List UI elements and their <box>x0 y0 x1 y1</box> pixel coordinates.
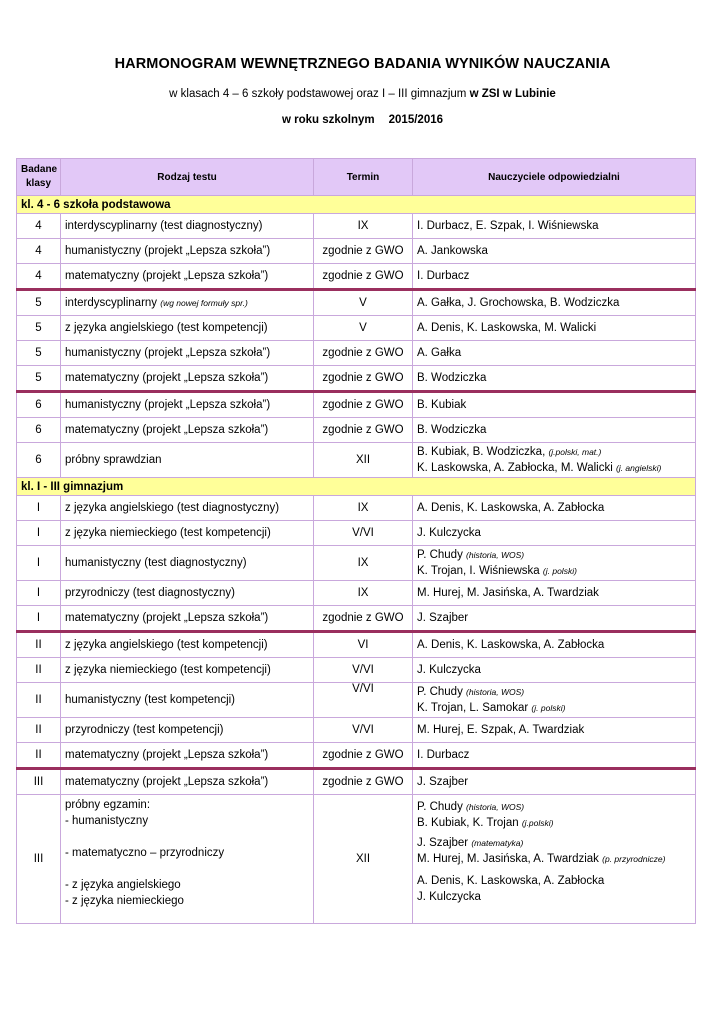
cell-test: matematyczny (projekt „Lepsza szkoła”) <box>61 769 314 795</box>
table-row <box>17 214 696 239</box>
cell-teachers <box>413 546 696 581</box>
cell-class: III <box>17 795 61 924</box>
cell-teachers: A. Gałka, J. Grochowska, B. Wodziczka <box>413 290 696 316</box>
table-row <box>17 743 696 769</box>
cell-test: przyrodniczy (test kompetencji) <box>61 718 314 743</box>
document-title: HARMONOGRAM WEWNĘTRZNEGO BADANIA WYNIKÓW NAUCZANIA <box>114 56 611 72</box>
cell-test: z języka angielskiego (test kompetencji) <box>61 632 314 658</box>
cell-class: I <box>17 581 61 606</box>
cell-class: II <box>17 632 61 658</box>
cell-teachers <box>413 683 696 718</box>
subtitle-school: w ZSI w Lubinie <box>469 88 556 100</box>
exam-line <box>65 829 309 845</box>
cell-class: I <box>17 496 61 521</box>
table-row <box>17 606 696 632</box>
cell-class: 6 <box>17 418 61 443</box>
teacher-names: K. Trojan, L. Samokar <box>417 702 532 714</box>
teacher-line <box>417 799 691 815</box>
teacher-subject-note: (historia, WOS) <box>466 687 525 697</box>
cell-test: humanistyczny (test kompetencji) <box>61 683 314 718</box>
cell-test: interdyscyplinarny (test diagnostyczny) <box>61 214 314 239</box>
cell-term: zgodnie z GWO <box>314 366 413 392</box>
cell-class: 4 <box>17 264 61 290</box>
cell-test: z języka niemieckiego (test kompetencji) <box>61 658 314 683</box>
teacher-names: K. Trojan, I. Wiśniewska <box>417 565 543 577</box>
cell-class: 6 <box>17 392 61 418</box>
school-year-value: 2015/2016 <box>388 114 444 126</box>
cell-test: przyrodniczy (test diagnostyczny) <box>61 581 314 606</box>
cell-term: IX <box>314 496 413 521</box>
cell-class: III <box>17 769 61 795</box>
cell-class: II <box>17 658 61 683</box>
cell-term: zgodnie z GWO <box>314 769 413 795</box>
cell-teachers: J. Kulczycka <box>413 658 696 683</box>
teacher-subject-note: (j.polski) <box>521 818 554 828</box>
header-classes: Badane klasy <box>17 159 61 196</box>
cell-term: IX <box>314 214 413 239</box>
table-row <box>17 718 696 743</box>
cell-term: XII <box>314 443 413 478</box>
cell-term: V/VI <box>314 658 413 683</box>
cell-test: z języka angielskiego (test diagnostyczny) <box>61 496 314 521</box>
teacher-subject-note: (historia, WOS) <box>466 550 525 560</box>
teacher-names: J. Szajber <box>417 837 472 849</box>
subtitle-plain: w klasach 4 – 6 szkoły podstawowej oraz I – III gimnazjum <box>169 88 470 100</box>
cell-term: zgodnie z GWO <box>314 341 413 366</box>
teacher-subject-note: (j. polski) <box>542 566 577 576</box>
table-row <box>17 316 696 341</box>
table-row <box>17 264 696 290</box>
teacher-line <box>417 547 691 563</box>
cell-teachers: I. Durbacz <box>413 743 696 769</box>
cell-term: V/VI <box>314 718 413 743</box>
cell-term: zgodnie z GWO <box>314 743 413 769</box>
table-row <box>17 392 696 418</box>
cell-test-note: (wg nowej formuły spr.) <box>160 298 248 308</box>
table-row <box>17 366 696 392</box>
cell-test <box>61 290 314 316</box>
exam-line: - z języka angielskiego <box>65 879 181 891</box>
cell-term: zgodnie z GWO <box>314 418 413 443</box>
cell-teachers: J. Szajber <box>413 606 696 632</box>
teacher-names: B. Kubiak, K. Trojan <box>417 817 522 829</box>
cell-term: zgodnie z GWO <box>314 239 413 264</box>
cell-class: II <box>17 743 61 769</box>
table-row <box>17 521 696 546</box>
cell-test: matematyczny (projekt „Lepsza szkoła”) <box>61 743 314 769</box>
document-subtitle <box>0 88 725 100</box>
table-row <box>17 546 696 581</box>
table-header-row <box>17 159 696 196</box>
cell-class: 6 <box>17 443 61 478</box>
school-year <box>0 114 725 126</box>
cell-class: I <box>17 606 61 632</box>
teacher-line <box>417 684 691 700</box>
cell-teachers: A. Gałka <box>413 341 696 366</box>
cell-term: zgodnie z GWO <box>314 392 413 418</box>
cell-teachers: M. Hurej, E. Szpak, A. Twardziak <box>413 718 696 743</box>
cell-teachers: M. Hurej, M. Jasińska, A. Twardziak <box>413 581 696 606</box>
table-row <box>17 632 696 658</box>
cell-term: VI <box>314 632 413 658</box>
cell-test <box>61 795 314 924</box>
cell-teachers: B. Wodziczka <box>413 418 696 443</box>
cell-term: IX <box>314 546 413 581</box>
teacher-line <box>417 815 691 831</box>
teacher-subject-note: (j.polski, mat.) <box>548 447 602 457</box>
cell-test: humanistyczny (projekt „Lepsza szkoła”) <box>61 341 314 366</box>
table-row <box>17 683 696 718</box>
teacher-subject-note: (matematyka) <box>471 838 524 848</box>
table-row <box>17 581 696 606</box>
school-year-label: w roku szkolnym <box>281 114 375 126</box>
cell-test: matematyczny (projekt „Lepsza szkoła”) <box>61 264 314 290</box>
cell-term: V <box>314 316 413 341</box>
section-label: kl. I - III gimnazjum <box>17 478 696 496</box>
cell-teachers <box>413 795 696 924</box>
cell-teachers: A. Denis, K. Laskowska, A. Zabłocka <box>413 632 696 658</box>
cell-test: z języka niemieckiego (test kompetencji) <box>61 521 314 546</box>
cell-term: IX <box>314 581 413 606</box>
cell-class: 5 <box>17 341 61 366</box>
table-row <box>17 290 696 316</box>
teacher-line <box>417 563 691 579</box>
cell-test: matematyczny (projekt „Lepsza szkoła”) <box>61 418 314 443</box>
cell-teachers: A. Jankowska <box>413 239 696 264</box>
cell-class: 4 <box>17 239 61 264</box>
cell-term: V <box>314 290 413 316</box>
cell-test-text: interdyscyplinarny <box>65 297 161 309</box>
table-row <box>17 496 696 521</box>
exam-line: - z języka niemieckiego <box>65 895 184 907</box>
cell-test: próbny sprawdzian <box>61 443 314 478</box>
teacher-names: P. Chudy <box>417 549 467 561</box>
cell-class: 5 <box>17 316 61 341</box>
cell-teachers: J. Kulczycka <box>413 521 696 546</box>
cell-class: I <box>17 546 61 581</box>
cell-term: zgodnie z GWO <box>314 606 413 632</box>
header-teachers: Nauczyciele odpowiedzialni <box>413 159 696 196</box>
cell-class: 5 <box>17 366 61 392</box>
exam-line: - humanistyczny <box>65 815 149 827</box>
teacher-names: P. Chudy <box>417 801 467 813</box>
cell-class: II <box>17 718 61 743</box>
cell-teachers <box>413 443 696 478</box>
cell-class: 5 <box>17 290 61 316</box>
cell-teachers: A. Denis, K. Laskowska, A. Zabłocka <box>413 496 696 521</box>
cell-test: matematyczny (projekt „Lepsza szkoła”) <box>61 606 314 632</box>
table-row <box>17 239 696 264</box>
header-term: Termin <box>314 159 413 196</box>
cell-teachers: J. Szajber <box>413 769 696 795</box>
exam-line: - matematyczno – przyrodniczy <box>65 847 225 859</box>
table-row <box>17 341 696 366</box>
teacher-subject-note: (j. angielski) <box>615 463 662 473</box>
teacher-subject-note: (historia, WOS) <box>466 802 525 812</box>
table-row <box>17 443 696 478</box>
cell-term: V/VI <box>314 683 413 718</box>
cell-teachers: B. Kubiak <box>413 392 696 418</box>
teacher-names: P. Chudy <box>417 686 467 698</box>
table-row <box>17 795 696 924</box>
teacher-names: M. Hurej, M. Jasińska, A. Twardziak <box>417 853 603 865</box>
cell-class: 4 <box>17 214 61 239</box>
exam-line: próbny egzamin: <box>65 799 151 811</box>
teacher-subject-note: (p. przyrodnicze) <box>602 854 666 864</box>
section-label: kl. 4 - 6 szkoła podstawowa <box>17 196 696 214</box>
teacher-line <box>417 700 691 716</box>
teacher-line <box>417 851 691 867</box>
cell-teachers: I. Durbacz <box>413 264 696 290</box>
cell-test: humanistyczny (test diagnostyczny) <box>61 546 314 581</box>
cell-class: II <box>17 683 61 718</box>
table-row <box>17 658 696 683</box>
teacher-subject-note: (j. polski) <box>531 703 566 713</box>
teacher-line <box>417 460 691 476</box>
teacher-names: B. Kubiak, B. Wodziczka, <box>417 446 549 458</box>
section-row-primary <box>17 196 696 214</box>
cell-term: zgodnie z GWO <box>314 264 413 290</box>
exam-line <box>65 861 309 877</box>
cell-term: XII <box>314 795 413 924</box>
cell-test: z języka angielskiego (test kompetencji) <box>61 316 314 341</box>
teacher-line: A. Denis, K. Laskowska, A. Zabłocka <box>417 875 605 887</box>
teacher-line <box>417 835 691 851</box>
cell-test: humanistyczny (projekt „Lepsza szkoła”) <box>61 239 314 264</box>
cell-test: matematyczny (projekt „Lepsza szkoła”) <box>61 366 314 392</box>
cell-teachers: B. Wodziczka <box>413 366 696 392</box>
cell-class: I <box>17 521 61 546</box>
cell-teachers: A. Denis, K. Laskowska, M. Walicki <box>413 316 696 341</box>
table-row <box>17 418 696 443</box>
cell-term: V/VI <box>314 521 413 546</box>
cell-teachers: I. Durbacz, E. Szpak, I. Wiśniewska <box>413 214 696 239</box>
schedule-table <box>16 158 696 924</box>
header-test-type: Rodzaj testu <box>61 159 314 196</box>
cell-test: humanistyczny (projekt „Lepsza szkoła”) <box>61 392 314 418</box>
teacher-line: J. Kulczycka <box>417 891 481 903</box>
section-row-gimnazjum <box>17 478 696 496</box>
teacher-names: K. Laskowska, A. Zabłocka, M. Walicki <box>417 462 616 474</box>
teacher-line <box>417 444 691 460</box>
table-row <box>17 769 696 795</box>
